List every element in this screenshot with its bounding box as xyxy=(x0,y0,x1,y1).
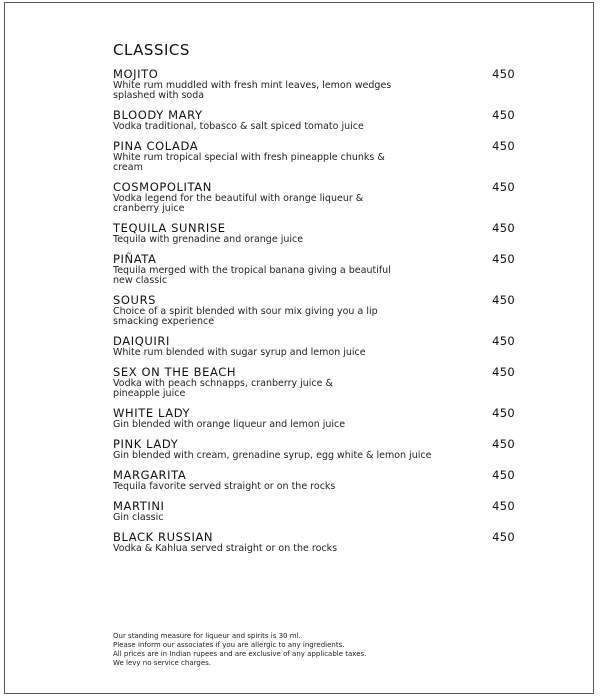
item-price: 450 xyxy=(492,365,515,379)
menu-section xyxy=(113,41,515,562)
item-description: Vodka traditional, tobasco & salt spiced tomato juice xyxy=(113,121,364,132)
item-name: WHITE LADY xyxy=(113,406,191,420)
item-price: 450 xyxy=(492,530,515,544)
item-price: 450 xyxy=(492,108,515,122)
item-description: Vodka & Kahlua served straight or on the rocks xyxy=(113,543,338,554)
item-description: Tequila favorite served straight or on the rocks xyxy=(113,481,336,492)
item-name: MARGARITA xyxy=(113,468,187,482)
item-price: 450 xyxy=(492,67,515,81)
item-description: Choice of a spirit blended with sour mix giving you a lip smacking experience xyxy=(113,306,378,327)
menu-item-mojito xyxy=(113,68,515,101)
item-name: BLACK RUSSIAN xyxy=(113,530,214,544)
menu-item-daiquiri xyxy=(113,335,515,358)
footer-line-allergy: Please inform our associates if you are allergic to any ingredients. xyxy=(113,641,345,649)
item-price: 450 xyxy=(492,221,515,235)
menu-item-pink-lady xyxy=(113,438,515,461)
item-name: TEQUILA SUNRISE xyxy=(113,221,226,235)
menu-item-pinata xyxy=(113,253,515,286)
menu-item-black-russian xyxy=(113,531,515,554)
menu-item-pina-colada xyxy=(113,140,515,173)
item-name: MOJITO xyxy=(113,67,159,81)
item-price: 450 xyxy=(492,252,515,266)
item-description: White rum blended with sugar syrup and lemon juice xyxy=(113,347,366,358)
item-price: 450 xyxy=(492,406,515,420)
item-description: Gin classic xyxy=(113,512,164,523)
item-name: SEX ON THE BEACH xyxy=(113,365,237,379)
menu-item-tequila-sunrise xyxy=(113,222,515,245)
menu-item-cosmopolitan xyxy=(113,181,515,214)
item-price: 450 xyxy=(492,499,515,513)
item-price: 450 xyxy=(492,293,515,307)
item-name: SOURS xyxy=(113,293,157,307)
item-description: Tequila with grenadine and orange juice xyxy=(113,234,304,245)
item-description: Gin blended with cream, grenadine syrup, egg white & lemon juice xyxy=(113,450,432,461)
footer-line-measure: Our standing measure for liqueur and spirits is 30 ml. xyxy=(113,632,301,640)
item-name: PINA COLADA xyxy=(113,139,199,153)
item-name: COSMOPOLITAN xyxy=(113,180,212,194)
menu-item-martini xyxy=(113,500,515,523)
menu-item-margarita xyxy=(113,469,515,492)
item-price: 450 xyxy=(492,334,515,348)
item-description: White rum tropical special with fresh pineapple chunks & cream xyxy=(113,152,385,173)
footer-line-service: We levy no service charges. xyxy=(113,659,211,667)
item-name: PIÑATA xyxy=(113,252,157,266)
item-description: Gin blended with orange liqueur and lemon juice xyxy=(113,419,346,430)
footer-notes xyxy=(113,632,493,668)
section-title: CLASSICS xyxy=(113,41,190,59)
menu-item-sours xyxy=(113,294,515,327)
item-description: White rum muddled with fresh mint leaves, lemon wedges splashed with soda xyxy=(113,80,392,101)
item-name: DAIQUIRI xyxy=(113,334,170,348)
item-description: Vodka with peach schnapps, cranberry juice & pineapple juice xyxy=(113,378,333,399)
footer-line-prices: All prices are in Indian rupees and are exclusive of any applicable taxes. xyxy=(113,650,367,658)
item-name: PINK LADY xyxy=(113,437,179,451)
menu-item-bloody-mary xyxy=(113,109,515,132)
menu-item-sex-on-the-beach xyxy=(113,366,515,399)
item-name: MARTINI xyxy=(113,499,165,513)
item-price: 450 xyxy=(492,139,515,153)
item-description: Tequila merged with the tropical banana giving a beautiful new classic xyxy=(113,265,391,286)
item-name: BLOODY MARY xyxy=(113,108,203,122)
item-price: 450 xyxy=(492,180,515,194)
item-description: Vodka legend for the beautiful with orange liqueur & cranberry juice xyxy=(113,193,364,214)
item-price: 450 xyxy=(492,468,515,482)
menu-item-white-lady xyxy=(113,407,515,430)
item-price: 450 xyxy=(492,437,515,451)
